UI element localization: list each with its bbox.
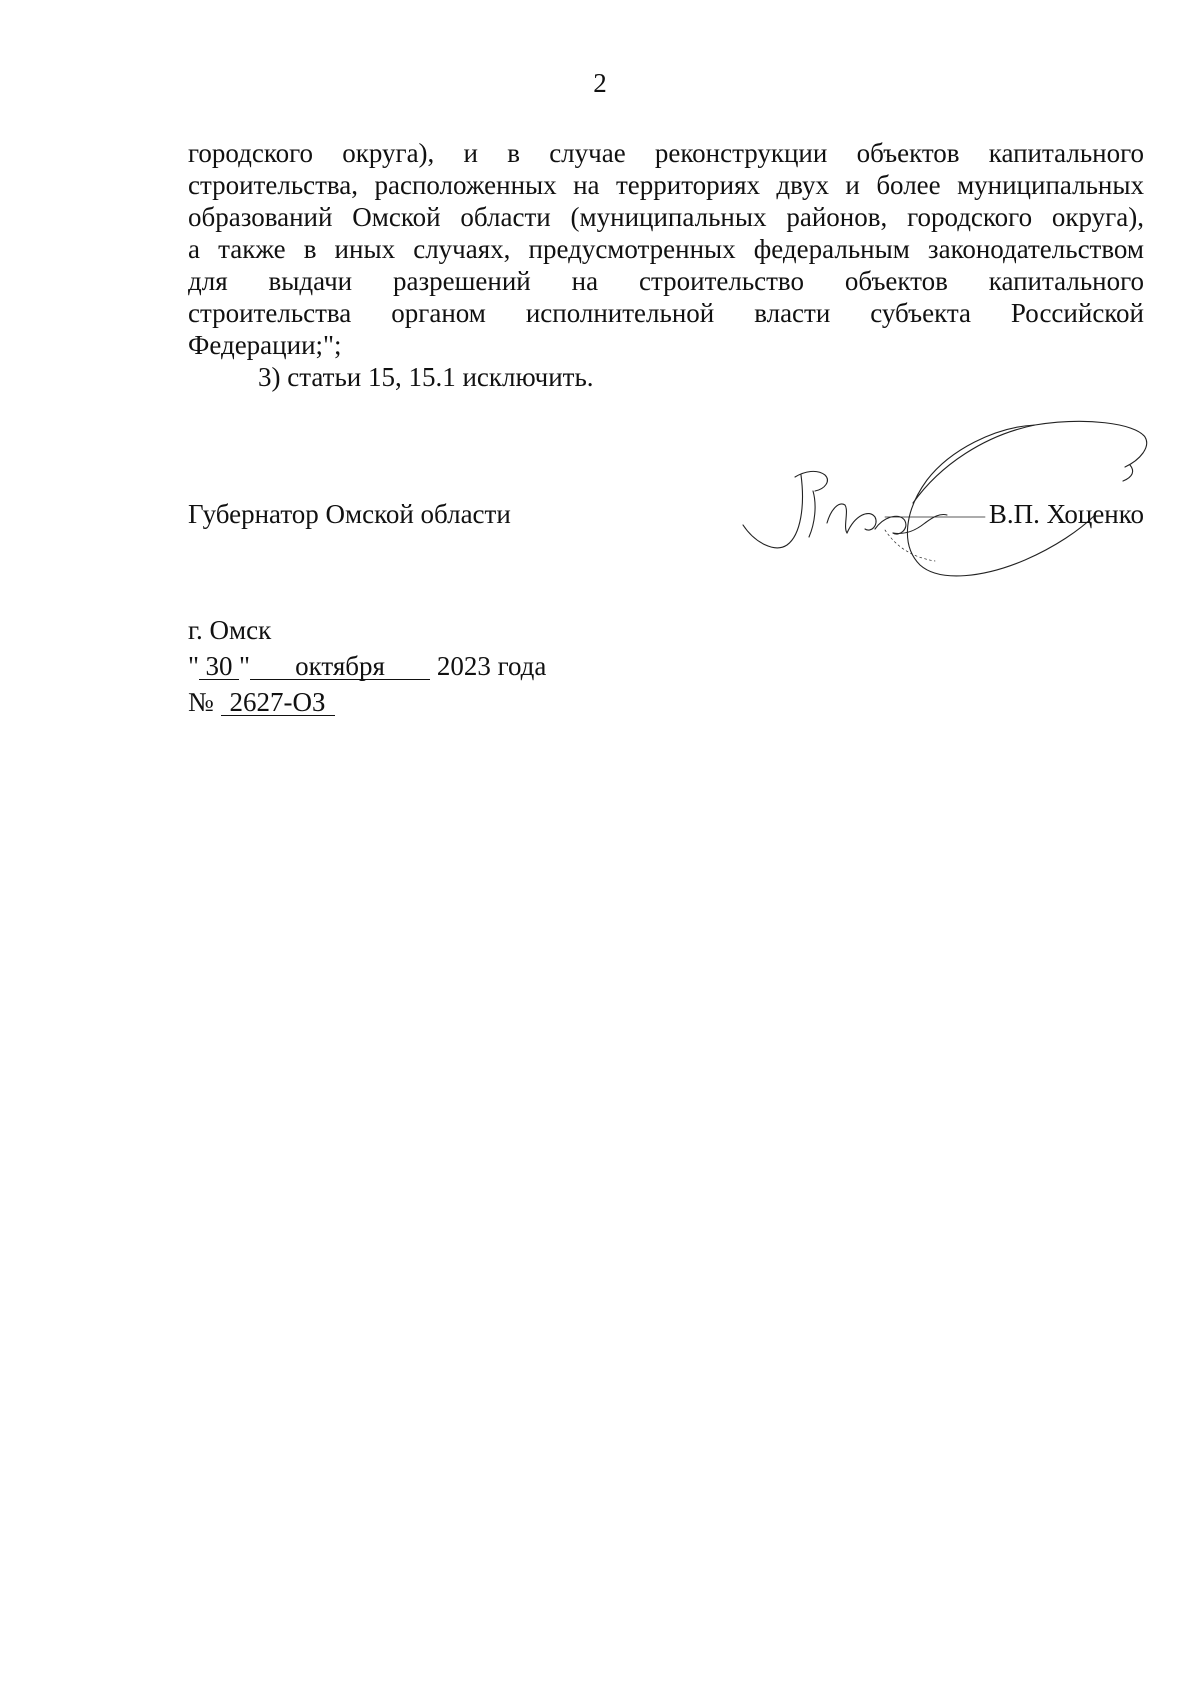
text-line: городского округа), и в случае реконструкции объектов капитального [188, 138, 1144, 168]
page-number: 2 [593, 68, 607, 98]
quote-close: " [239, 651, 251, 681]
text-line: строительства, расположенных на территориях двух и более муниципальных [188, 170, 1144, 200]
paragraph-continuation [188, 137, 1144, 361]
number-sign: № [188, 687, 214, 717]
date-line [188, 648, 546, 684]
law-number: 2627-ОЗ [221, 689, 335, 716]
governor-title: Губернатор Омской области [188, 499, 511, 529]
text-line: для выдачи разрешений на строительство объектов капитального [188, 266, 1144, 296]
text-line: строительства органом исполнительной власти субъекта Российской [188, 298, 1144, 328]
date-year: 2023 года [436, 651, 547, 681]
date-day: 30 [199, 653, 239, 680]
governor-name: В.П. Хоценко [988, 499, 1144, 529]
law-number-line [188, 684, 546, 720]
paragraph-item-3: 3) статьи 15, 15.1 исключить. [258, 362, 594, 392]
place-of-signing: г. Омск [188, 615, 272, 645]
document-body [188, 137, 1144, 393]
text-line: Федерации;"; [188, 330, 342, 360]
signature-block [188, 497, 1144, 531]
text-line: образований Омской области (муниципальных районов, городского округа), [188, 202, 1144, 232]
place-date-block [188, 612, 546, 720]
text-line: а также в иных случаях, предусмотренных федеральным законодательством [188, 234, 1144, 264]
date-month: октября [250, 653, 430, 680]
quote-open: " [188, 651, 200, 681]
